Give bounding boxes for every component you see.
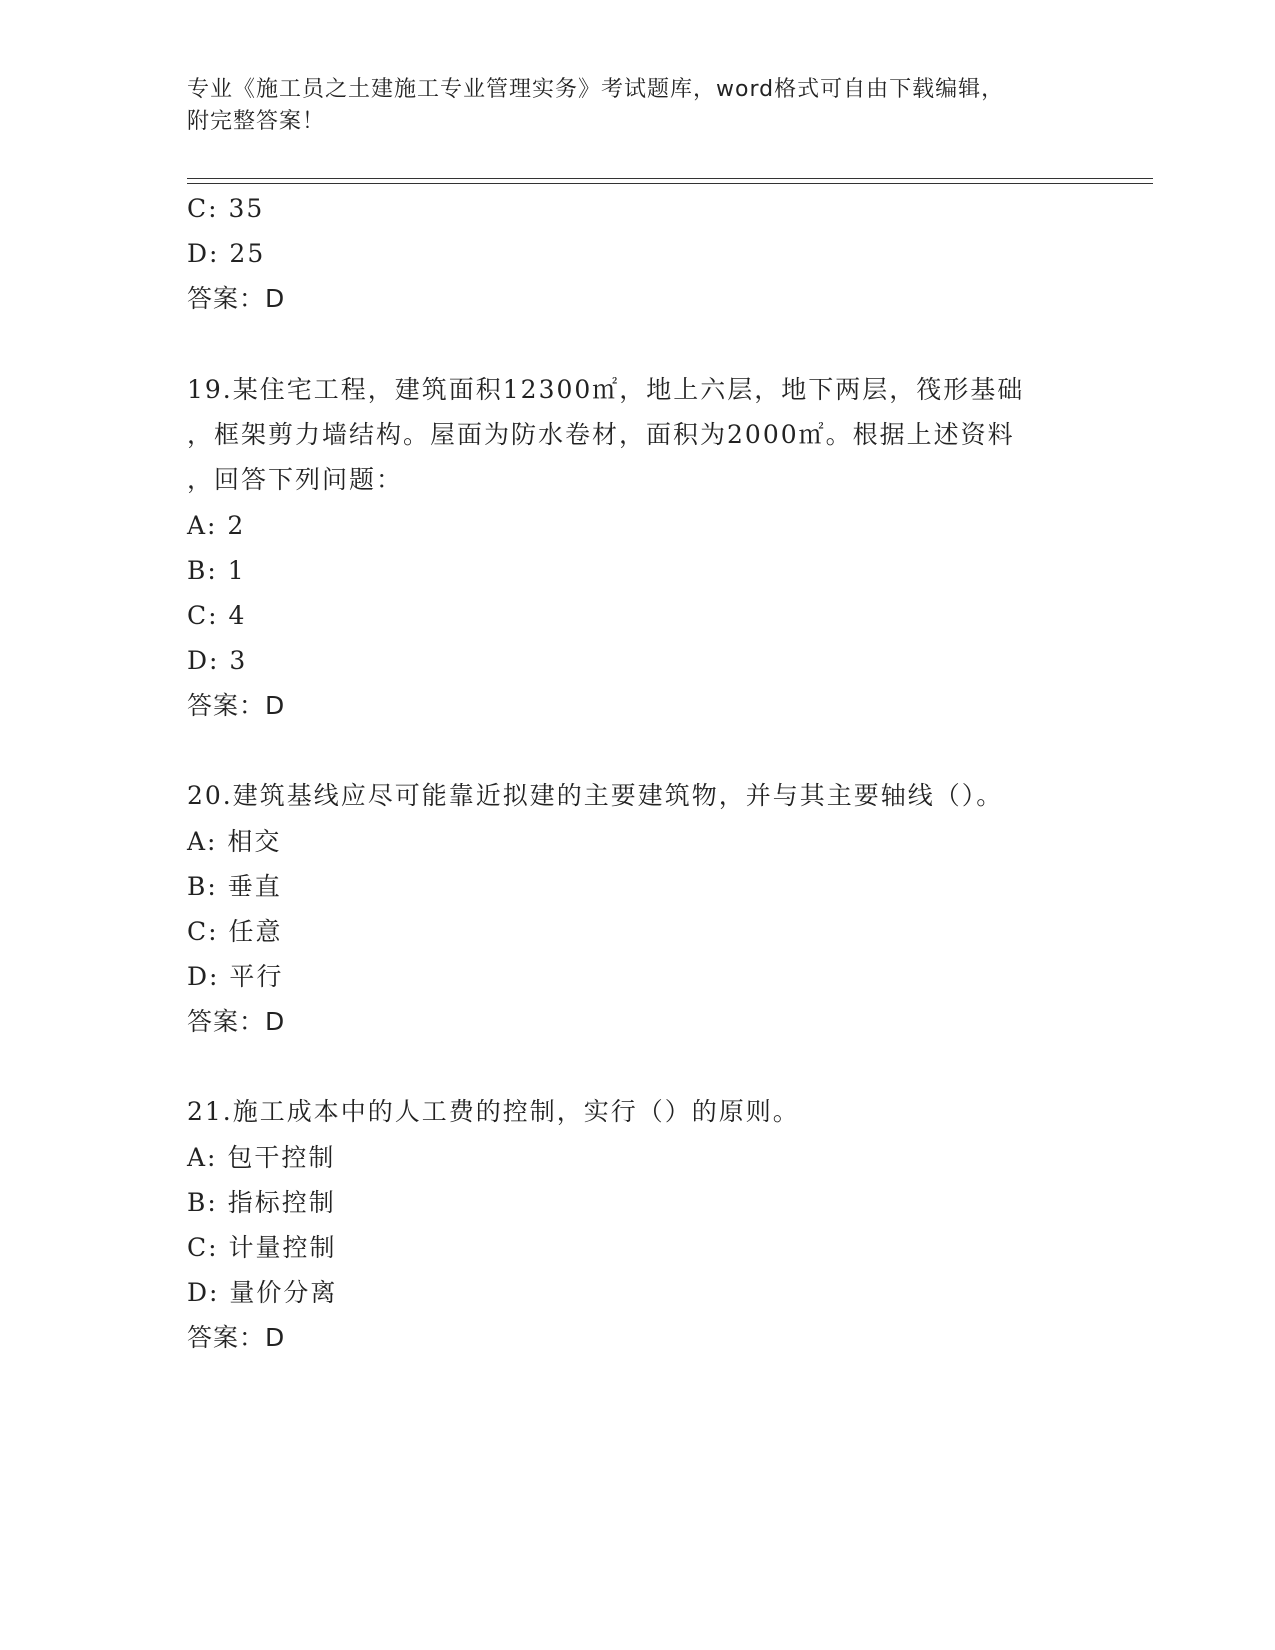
header-line-2: 附完整答案！: [187, 109, 326, 134]
prev-option-c: C: 35: [187, 194, 265, 223]
q20-stem-line-1: 20.建筑基线应尽可能靠近拟建的主要建筑物，并与其主要轴线（）。: [187, 781, 1004, 810]
q19-stem-line-2: ，框架剪力墙结构。屋面为防水卷材，面积为2000㎡。根据上述资料: [187, 420, 1015, 449]
q20-option-a: A: 相交: [187, 827, 282, 856]
prev-answer: 答案：D: [187, 284, 286, 313]
header-divider-top: [187, 178, 1153, 179]
q21-option-b: B: 指标控制: [187, 1188, 336, 1217]
q19-option-a: A: 2: [187, 511, 246, 540]
q20-option-d: D: 平行: [187, 962, 284, 991]
q21-answer: 答案：D: [187, 1323, 286, 1352]
page-header: [187, 74, 1087, 138]
q21-option-c: C: 计量控制: [187, 1233, 337, 1262]
q19-option-d: D: 3: [187, 646, 248, 675]
prev-option-d: D: 25: [187, 239, 266, 268]
q19-answer: 答案：D: [187, 691, 286, 720]
q19-stem-line-1: 19.某住宅工程，建筑面积12300㎡，地上六层，地下两层，筏形基础: [187, 375, 1025, 404]
q21-stem-line-1: 21.施工成本中的人工费的控制，实行（）的原则。: [187, 1097, 800, 1126]
q19-option-c: C: 4: [187, 601, 247, 630]
q20-option-b: B: 垂直: [187, 872, 282, 901]
q20-option-c: C: 任意: [187, 917, 283, 946]
header-divider-bottom: [187, 183, 1153, 184]
header-line-1: 专业《施工员之土建施工专业管理实务》考试题库，word格式可自由下载编辑，: [187, 77, 1005, 102]
q19-option-b: B: 1: [187, 556, 246, 585]
q19-stem-line-3: ，回答下列问题：: [187, 465, 404, 494]
q20-answer: 答案：D: [187, 1007, 286, 1036]
q21-option-d: D: 量价分离: [187, 1278, 338, 1307]
q21-option-a: A: 包干控制: [187, 1143, 336, 1172]
